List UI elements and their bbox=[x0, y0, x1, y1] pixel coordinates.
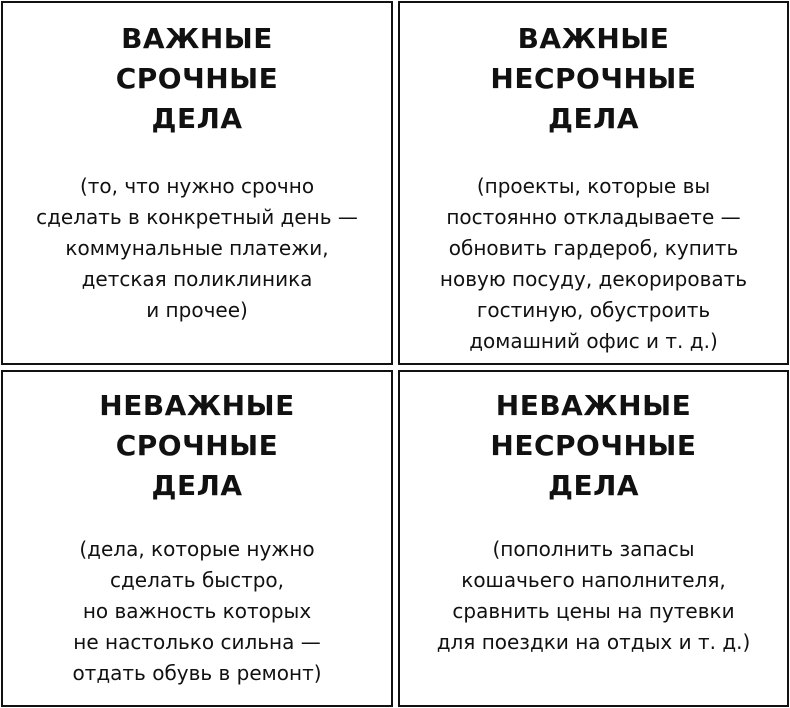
quadrant-title: НЕВАЖНЫЕ СРОЧНЫЕ ДЕЛА bbox=[99, 389, 295, 502]
quadrant-unimportant-not-urgent bbox=[398, 370, 789, 707]
quadrant-description: (проекты, которые вы постоянно откладываете — обновить гардероб, купить новую посуду, декорировать гостиную, обустроить домашний офис и т. д.) bbox=[439, 174, 748, 353]
quadrant-important-urgent bbox=[1, 1, 393, 365]
quadrant-description: (дела, которые нужно сделать быстро, но важность которых не настолько сильна — отдать обувь в ремонт) bbox=[72, 537, 322, 685]
quadrant-title: ВАЖНЫЕ НЕСРОЧНЫЕ ДЕЛА bbox=[490, 22, 697, 135]
quadrant-description: (то, что нужно срочно сделать в конкретный день — коммунальные платежи, детская поликлиника и прочее) bbox=[36, 174, 358, 322]
quadrant-important-not-urgent bbox=[398, 1, 789, 365]
quadrant-unimportant-urgent bbox=[1, 370, 393, 707]
quadrant-description: (пополнить запасы кошачьего наполнителя, сравнить цены на путевки для поездки на отдых и т. д.) bbox=[436, 537, 751, 654]
quadrant-title: ВАЖНЫЕ СРОЧНЫЕ ДЕЛА bbox=[115, 22, 279, 135]
quadrant-title: НЕВАЖНЫЕ НЕСРОЧНЫЕ ДЕЛА bbox=[490, 389, 697, 502]
